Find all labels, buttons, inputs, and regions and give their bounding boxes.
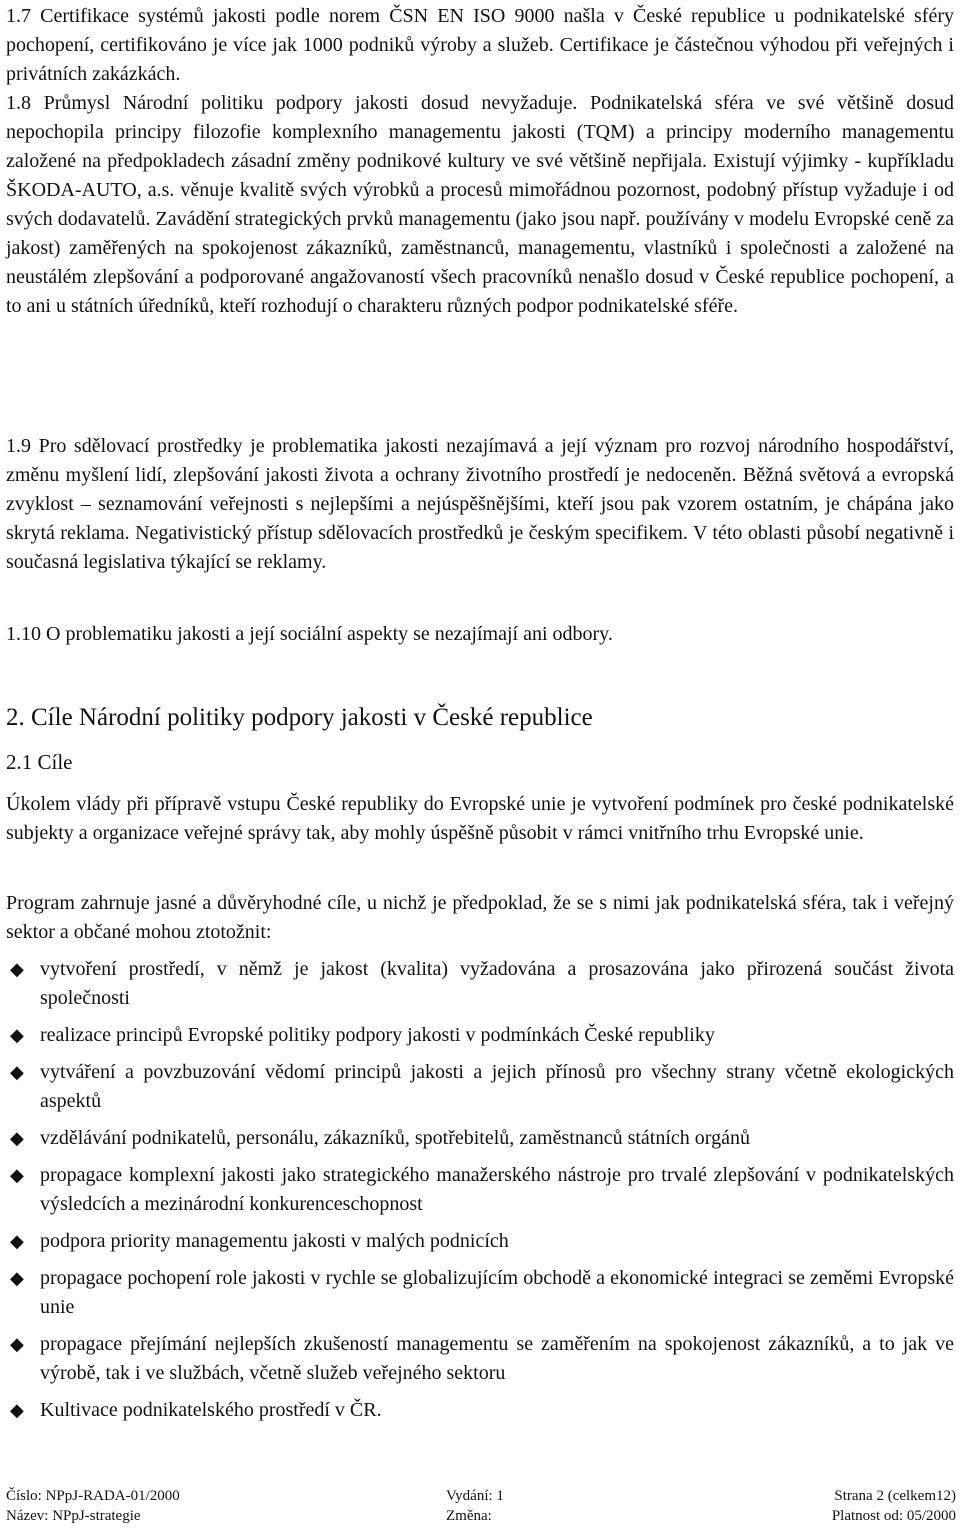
footer-document-name: Název: NPpJ-strategie bbox=[6, 1508, 141, 1524]
list-item-text: propagace pochopení role jakosti v rychle se globalizujícím obchodě a ekonomické integraci se zeměmi Evropské unie bbox=[40, 1267, 954, 1318]
paragraph-1-8 bbox=[6, 89, 954, 321]
footer-document-number: Číslo: NPpJ-RADA-01/2000 bbox=[6, 1488, 180, 1504]
list-item-text: vytváření a povzbuzování vědomí principů jakosti a jejich přínosů pro všechny strany včetně ekologických aspektů bbox=[40, 1061, 954, 1112]
list-item-text: realizace principů Evropské politiky podpory jakosti v podmínkách České republiky bbox=[40, 1024, 715, 1046]
footer-change: Změna: bbox=[446, 1508, 492, 1524]
footer-valid-from: Platnost od: 05/2000 bbox=[831, 1508, 956, 1524]
paragraph-goal: Úkolem vlády při přípravě vstupu České republiky do Evropské unie je vytvoření podmínek pro české podnikatelské subjekty a organizace veřejné správy tak, aby mohly úspěšně působit v rámci vnitřního trhu Evropské unie. bbox=[6, 793, 954, 844]
section-number-1-8: 1.8 bbox=[6, 92, 31, 114]
diamond-bullet-icon: ◆ bbox=[10, 1025, 24, 1045]
paragraph-1-7: 1.7 Certifikace systémů jakosti podle norem ČSN EN ISO 9000 našla v České republice u podnikatelské sféry pochopení, certifikováno je více jak 1000 podniků výroby a služeb. Certifikace je částečnou výhodou při veřejných i privátních zakázkách. bbox=[6, 5, 954, 85]
paragraph-1-9-text: Pro sdělovací prostředky je problematika jakosti nezajímavá a její význam pro rozvoj národního hospodářství, změnu myšlení lidí, zlepšování jakosti života a ochrany životního prostředí je nedoceněn. Běžná světová a evropská zvyklost – seznamování veřejnosti s nejlepšími a nejúspěšnějšími, kteří jsou pak vzorem ostatním, je chápána jako skrytá reklama. Negativistický přístup sdělovacích prostředků je českým specifikem. V této oblasti působí negativně i současná legislativa týkající se reklamy. bbox=[6, 435, 955, 573]
footer-row-2 bbox=[6, 1506, 956, 1526]
paragraph-1-9 bbox=[6, 432, 954, 577]
diamond-bullet-icon: ◆ bbox=[10, 1400, 24, 1420]
diamond-bullet-icon: ◆ bbox=[10, 1062, 24, 1082]
list-item-text: propagace přejímání nejlepších zkušeností managementu se zaměřením na spokojenost zákazníků, a to jak ve výrobě, tak i ve službách, včetně služeb veřejného sektoru bbox=[40, 1333, 954, 1384]
paragraph-1-8-text: Průmysl Národní politiku podpory jakosti dosud nevyžaduje. Podnikatelská sféra ve své většině dosud nepochopila principy filozofie komplexního managementu jakosti (TQM) a principy moderního managementu založené na předpokladech zásadní změny podnikové kultury ve své většině nepřijala. Existují výjimky - kupříkladu ŠKODA-AUTO, a.s. věnuje kvalitě svých výrobků a procesů mimořádnou pozornost, podobný přístup vyžaduje i od svých dodavatelů. Zavádění strategických prvků managementu (jako jsou např. používány v modelu Evropské ceně za jakost) zaměřených na spokojenost zákazníků, zaměstnanců, managementu, vlastníků i společnosti a založené na neustálém zlepšování a podporované angažovaností všech pracovníků nenašlo dosud v České republice pochopení, a to ani u státních úředníků, kteří rozhodují o charakteru různých podpor podnikatelské sféře. bbox=[6, 92, 954, 317]
paragraph-program: Program zahrnuje jasné a důvěryhodné cíle, u nichž je předpoklad, že se s nimi jak podnikatelská sféra, tak i veřejný sektor a občané mohou ztotožnit: bbox=[6, 892, 954, 943]
section-heading-2: 2. Cíle Národní politiky podpory jakosti v České republice bbox=[6, 704, 593, 731]
section-number-1-9: 1.9 bbox=[6, 435, 31, 457]
diamond-bullet-icon: ◆ bbox=[10, 1268, 24, 1288]
footer-edition: Vydání: 1 bbox=[446, 1488, 504, 1504]
diamond-bullet-icon: ◆ bbox=[10, 1231, 24, 1251]
footer-page-number: Strana 2 (celkem12) bbox=[834, 1488, 956, 1504]
diamond-bullet-icon: ◆ bbox=[10, 1334, 24, 1354]
paragraph-1-10: 1.10 O problematiku jakosti a její sociální aspekty se nezajímají ani odbory. bbox=[6, 623, 613, 645]
diamond-bullet-icon: ◆ bbox=[10, 959, 24, 979]
subsection-heading-2-1: 2.1 Cíle bbox=[6, 750, 73, 774]
list-item-text: vzdělávání podnikatelů, personálu, zákazníků, spotřebitelů, zaměstnanců státních orgánů bbox=[40, 1127, 750, 1149]
list-item-text: vytvoření prostředí, v němž je jakost (kvalita) vyžadována a prosazována jako přirozená součást života společnosti bbox=[40, 958, 954, 1009]
diamond-bullet-icon: ◆ bbox=[10, 1165, 24, 1185]
list-item-text: propagace komplexní jakosti jako strategického manažerského nástroje pro trvalé zlepšování v podnikatelských výsledcích a mezinárodní konkurenceschopnost bbox=[40, 1164, 954, 1215]
list-item-text: Kultivace podnikatelského prostředí v ČR. bbox=[40, 1399, 382, 1421]
diamond-bullet-icon: ◆ bbox=[10, 1128, 24, 1148]
footer-row-1 bbox=[6, 1486, 956, 1506]
list-item-text: podpora priority managementu jakosti v malých podnicích bbox=[40, 1230, 509, 1252]
